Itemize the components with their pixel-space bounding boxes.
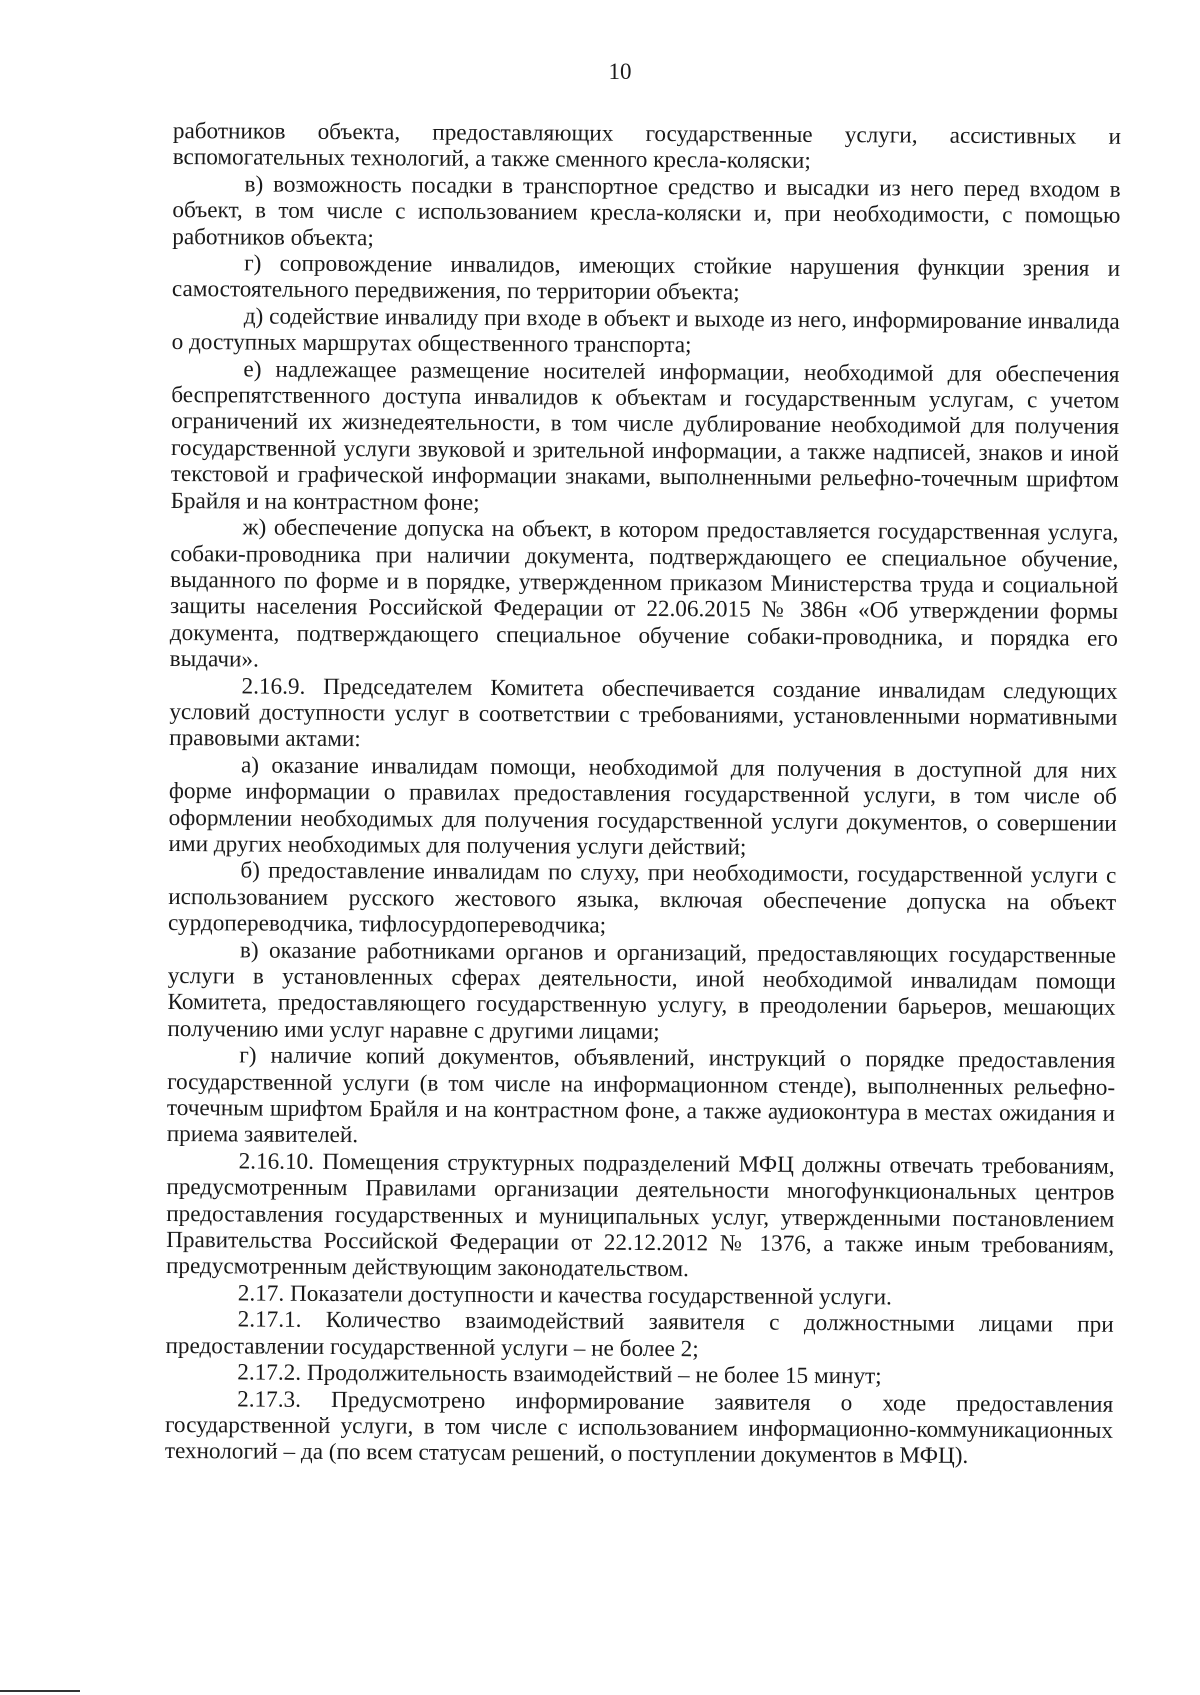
paragraph-item-g: г) сопровождение инвалидов, имеющих стойкие нарушения функции зрения и самостоятельного передвижения, по территории объекта; [171, 250, 1121, 306]
paragraph-item-g-2: г) наличие копий документов, объявлений, инструкций о порядке предоставления государственной услуги (в том числе на информационном стенде), выполненных рельефно-точечным шрифтом Брайля и на контрастном фоне, а также аудиоконтура в местах ожидания и приема заявителей. [166, 1042, 1116, 1149]
paragraph-2-16-10: 2.16.10. Помещения структурных подразделений МФЦ должны отвечать требованиям, предусмотренным Правилами организации деятельности многофункциональных центров предоставления государственных и муниципальных услуг, утвержденными постановлением Правительства Российской Федерации от 22.12.2012 № 1376, а также иным требованиям, предусмотренным действующим законодательством. [165, 1148, 1115, 1283]
paragraph-item-b: б) предоставление инвалидам по слуху, при необходимости, государственной услуги с использованием русского жестового языка, включая обеспечение допуска на объект сурдопереводчика, тифлосурдопереводчика; [168, 857, 1117, 939]
paragraph-2-16-9: 2.16.9. Председателем Комитета обеспечивается создание инвалидам следующих условий доступности услуг в соответствии с требованиями, установленными нормативными правовыми актами: [169, 672, 1118, 753]
paragraph-item-v: в) возможность посадки в транспортное средство и высадки из него перед входом в объект, в том числе с использованием кресла-коляски и, при необходимости, с помощью работников объекта; [172, 171, 1121, 251]
paragraph-item-v-2: в) оказание работниками органов и организаций, предоставляющих государственные услуги в установленных сферах деятельности, иной необходимой инвалидам помощи Комитета, предоставляющего государственную услугу, в преодолении барьеров, мешающих получению ими услуг наравне с другими лицами; [167, 937, 1116, 1045]
paragraph-item-e: е) надлежащее размещение носителей информации, необходимой для обеспечения беспрепятственного доступа инвалидов к объектам и государственным услугам, с учетом ограничений их жизнедеятельности, в том числе дублирование необходимой для получения государственной услуги звуковой и зрительной информации, а также надписей, знаков и иной текстовой и графической информации знаками, выполненными рельефно-точечным шрифтом Брайля и на контрастном фоне; [170, 356, 1120, 516]
bottom-rule [0, 1690, 80, 1692]
paragraph-2-17-2: 2.17.2. Продолжительность взаимодействий – не более 15 минут; [237, 1359, 882, 1390]
paragraph-2-17: 2.17. Показатели доступности и качества государственной услуги. [237, 1280, 892, 1311]
paragraph-item-a: а) оказание инвалидам помощи, необходимой для получения в доступной для них форме информации о правилах предоставления государственной услуги, в том числе об оформлении необходимых для получения государственной услуги документов, о совершении ими других необходимых для получения услуги действий; [168, 752, 1118, 861]
page-number: 10 [608, 59, 632, 84]
paragraph-item-zh: ж) обеспечение допуска на объект, в котором предоставляется государственная услуга, собаки-проводника при наличии документа, подтверждающего ее специальное обучение, выданного по форме и в порядке, утвержденном приказом Министерства труда и социальной защиты населения Российской Федерации от 22.06.2015 № 386н «Об утверждении формы документа, подтверждающего специальное обучение собаки-проводника, и порядка его выдачи». [169, 514, 1119, 673]
paragraph-2-17-3: 2.17.3. Предусмотрено информирование заявителя о ходе предоставления государственной услуги, в том числе с использованием информационно-коммуникационных технологий – да (по всем статусам решений, о поступлении документов в МФЦ). [164, 1385, 1114, 1470]
document-body [165, 118, 1121, 1470]
paragraph-item-d: д) содействие инвалиду при входе в объект и выходе из него, информирование инвалида о доступных маршрутах общественного транспорта; [171, 303, 1120, 359]
paragraph-continuation: работников объекта, предоставляющих государственные услуги, ассистивных и вспомогательных технологий, а также сменного кресла-коляски; [172, 118, 1121, 175]
paragraph-2-17-1: 2.17.1. Количество взаимодействий заявителя с должностными лицами при предоставлении государственной услуги – не более 2; [165, 1306, 1114, 1362]
